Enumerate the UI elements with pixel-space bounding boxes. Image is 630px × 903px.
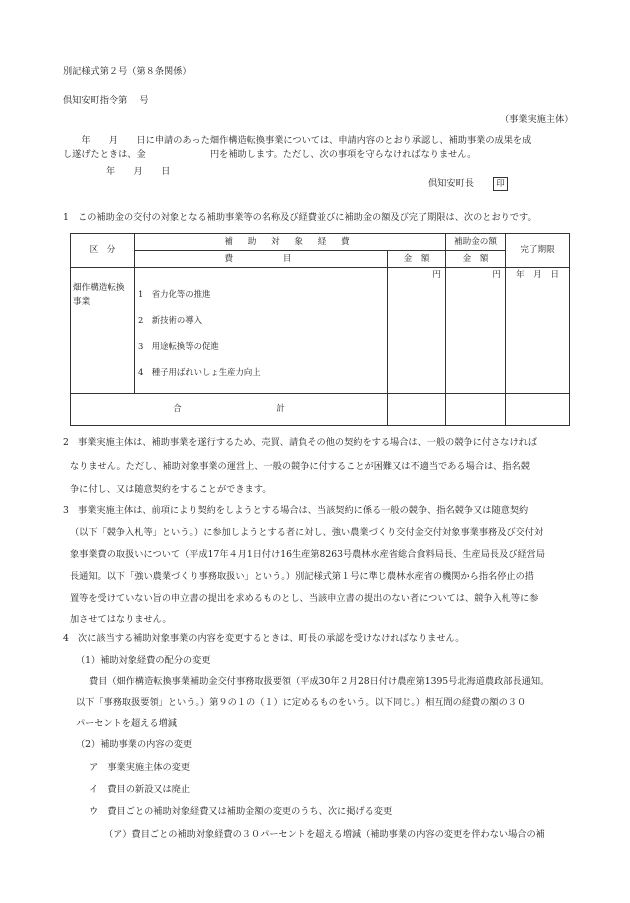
category-line-2: 事業 [73,296,91,307]
intro-line-2: し遂げたときは、金 円を補助します。ただし、次の事項を守らなければなりません。 [63,149,477,160]
amount-cell [388,268,446,394]
total-amount-cell [388,394,446,426]
expense-item-3: 3 用途転換等の促進 [138,341,219,351]
category-cell [71,268,135,394]
header-deadline: 完了期限 [506,234,570,268]
body-line-12: 費目（畑作構造転換事業補助金交付事務取扱要領（平成30年２月28日付け農産第1395号北海道農政部長通知。 [89,676,550,687]
body-line-15: （2）補助事業の内容の変更 [76,739,193,750]
body-line-17: イ 費目の新設又は廃止 [89,784,191,795]
body-line-9: 加させてはなりません。 [70,614,172,625]
header-amount-2: 金 額 [446,251,506,268]
body-line-11: （1）補助対象経費の配分の変更 [76,655,211,666]
body-line-19: （ア）費目ごとの補助対象経費の３０パーセントを超える増減（補助事業の内容の変更を伴わない場合の補 [104,829,545,840]
signer-title: 倶知安町長 [428,178,474,189]
body-line-1: 2 事業実施主体は、補助事業を遂行するため、売買、請負その他の契約をする場合は、一般の競争に付さなければ [63,437,538,448]
body-line-13: 以下「事務取扱要領」という。）第９の１の（１）に定めるものをいう。以下同じ。）相互間の経費の額の３０ [76,697,527,708]
deadline-value: 年 月 日 [516,270,559,280]
seal-mark: 印 [493,177,508,191]
header-category: 区 分 [71,234,135,268]
recipient-label: （事業実施主体） [500,114,574,125]
subsidy-amount-unit: 円 [492,270,502,280]
issue-date: 年 月 日 [106,166,171,177]
item-1-heading: 1 この補助金の交付の対象となる補助事業等の名称及び経費並びに補助金の額及び完了期限は、次のとおりです。 [63,212,537,223]
body-line-2: なりません。ただし、補助対象事業の運営上、一般の競争に付することが困難又は不適当である場合は、指名競 [70,461,530,472]
expense-item-1: 1 省力化等の推進 [138,289,211,299]
body-line-6: 象事業費の取扱いについて（平成17年４月1日付け16生産第8263号農林水産省総合食料局長、生産局長及び経営局 [70,549,546,560]
body-line-5: （以下「競争入札等」という。）に参加しようとする者に対し、強い農業づくり交付金交付対象事業事務及び交付対 [70,527,544,538]
header-subsidy-cost: 補 助 対 象 経 費 [135,234,446,251]
body-line-7: 長通知。以下「強い農業づくり事務取扱い」という。）別記様式第１号に準じ農林水産省の機関から指名停止の措 [70,571,534,582]
subsidy-table [70,233,570,426]
directive-number: 倶知安町指令第 号 [63,95,149,106]
header-subsidy-amount: 補助金の額 [446,234,506,251]
body-line-8: 置等を受けていない旨の申立書の提出を求めるものとし、当該申立書の提出のない者については、競争入札等に参 [70,593,539,604]
total-deadline-cell [506,394,570,426]
header-expense-item: 費 目 [135,251,388,268]
header-amount: 金 額 [388,251,446,268]
body-line-18: ウ 費目ごとの補助対象経費又は補助金額の変更のうち、次に掲げる変更 [89,806,393,817]
body-line-14: パーセントを超える増減 [76,718,177,729]
category-line-1: 畑作構造転換 [73,283,125,293]
body-line-3: 争に付し、又は随意契約をすることができます。 [70,484,272,495]
amount-unit: 円 [432,270,442,280]
body-line-4: 3 事業実施主体は、前項により契約をしようとする場合は、当該契約に係る一般の競争、指名競争又は随意契約 [63,505,529,516]
intro-line-1: 年 月 日に申請のあった畑作構造転換事業については、申請内容のとおり承認し、補助事業の成果を成 [63,135,532,146]
expense-item-2: 2 新技術の導入 [138,315,202,325]
expense-item-4: 4 種子用ばれいしょ生産力向上 [138,367,261,377]
form-number: 別記様式第２号（第８条関係） [63,66,192,77]
subsidy-amount-cell [446,268,506,394]
body-line-16: ア 事業実施主体の変更 [89,762,191,773]
total-label: 合 計 [71,394,388,426]
deadline-cell [506,268,570,394]
total-subsidy-cell [446,394,506,426]
body-line-10: 4 次に該当する補助対象事業の内容を変更するときは、町長の承認を受けなければなりません。 [63,633,465,644]
